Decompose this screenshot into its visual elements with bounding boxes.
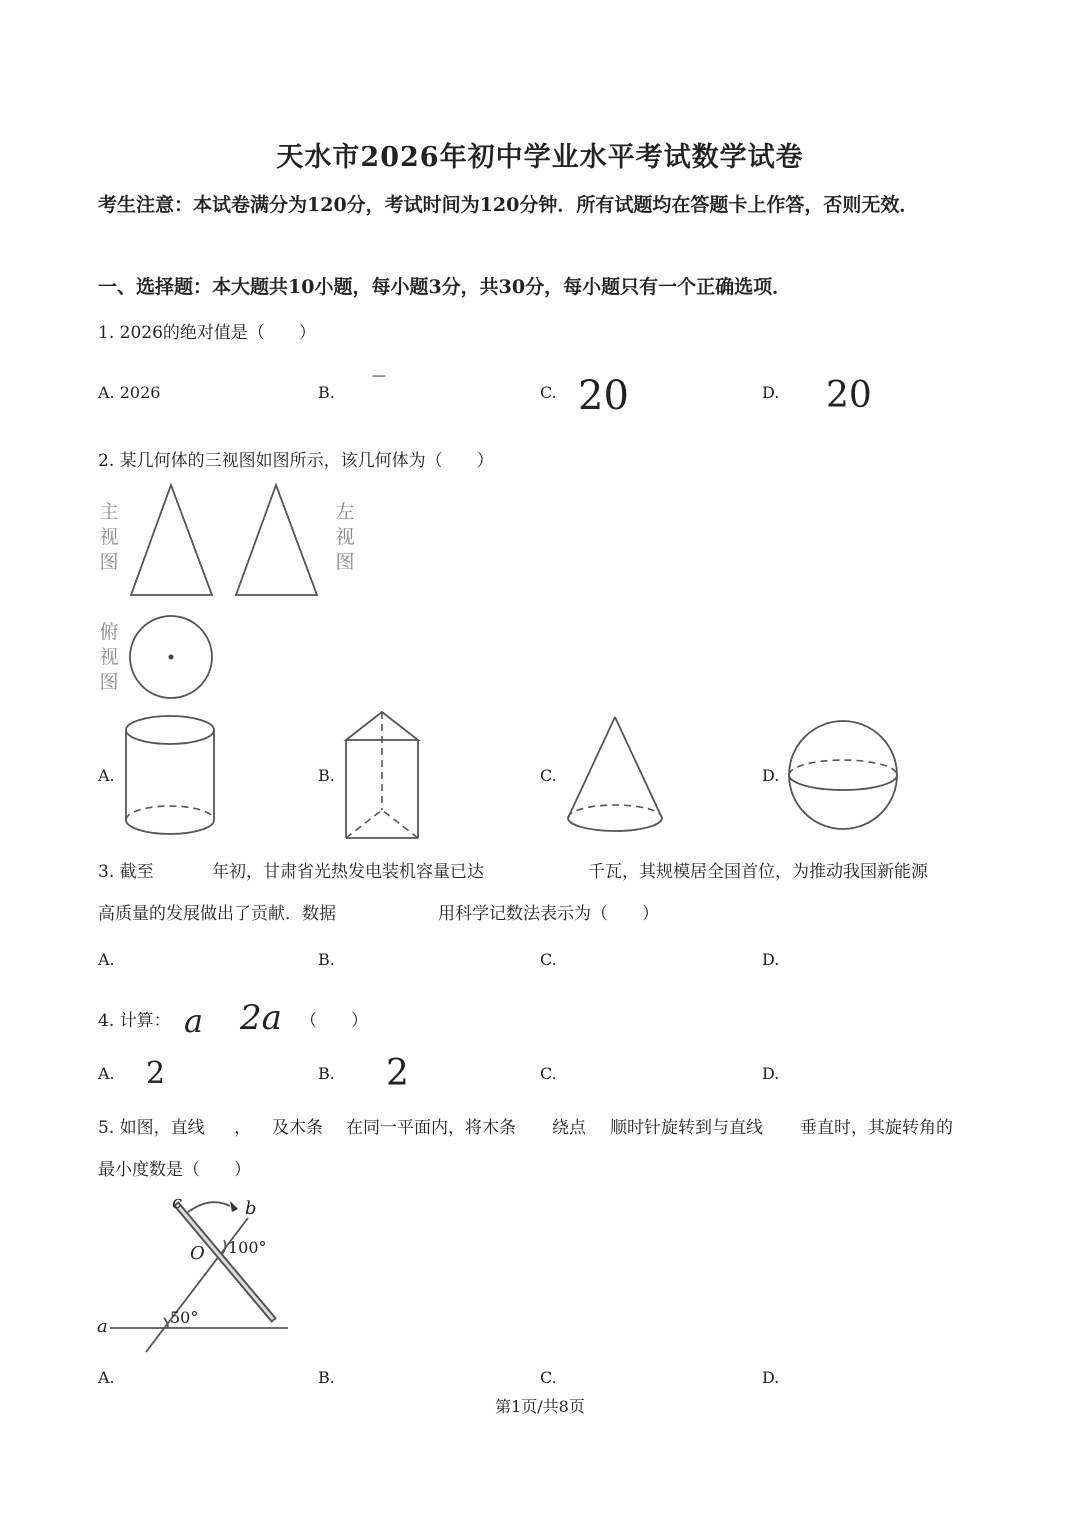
q4-expr-a: a	[184, 1002, 204, 1040]
page-title: 天水市2026年初中学业水平考试数学试卷	[276, 142, 804, 173]
q1-option-c-label: C.	[540, 383, 557, 402]
question-3-line1-a: 3. 截至	[98, 862, 154, 882]
question-5-line1-part2: ，	[234, 1118, 251, 1138]
label-b: b	[245, 1198, 257, 1219]
question-3-line2-b: 用科学记数法表示为（ ）	[438, 904, 659, 924]
left-view-label: 左视图	[335, 501, 355, 573]
option-letter: A.	[98, 383, 115, 402]
question-2-stem: 2. 某几何体的三视图如图所示，该几何体为（ ）	[98, 451, 494, 471]
q4-expr-b: 2a	[240, 998, 282, 1038]
q1-option-d-text: 20	[826, 375, 872, 416]
q1-option-b-text: —	[372, 368, 386, 384]
q2-option-b: B.	[318, 766, 335, 785]
q1-option-b-label: B.	[318, 383, 335, 402]
q3-option-c: C.	[540, 950, 557, 969]
question-5-line1-part7: 垂直时，其旋转角的	[800, 1118, 953, 1138]
question-5-line2: 最小度数是（ ）	[98, 1160, 251, 1180]
question-4-stem: 4. 计算：	[98, 1011, 171, 1031]
q4-answer-paren: （ ）	[300, 1011, 368, 1031]
page-number: 第1页/共8页	[495, 1397, 585, 1416]
q2-option-d: D.	[762, 766, 780, 785]
q4-option-c-label: C.	[540, 1064, 557, 1083]
q3-option-a: A.	[98, 950, 115, 969]
label-a: a	[97, 1316, 108, 1337]
rotation-arrow	[188, 1202, 230, 1212]
top-view-label: 俯视图	[99, 621, 119, 693]
q3-option-b: B.	[318, 950, 335, 969]
q3-option-d: D.	[762, 950, 780, 969]
q1-option-c-text: 20	[578, 373, 629, 419]
q4-option-a-text: 2	[146, 1056, 166, 1091]
q4-option-a-label: A.	[98, 1064, 115, 1083]
question-5-line1-part5: 绕点	[552, 1118, 586, 1138]
q2-option-c: C.	[540, 766, 557, 785]
q4-option-b-text: 2	[386, 1053, 409, 1094]
question-3-line2-a: 高质量的发展做出了贡献．数据	[98, 904, 336, 924]
question-3-line1-b: 年初，甘肃省光热发电装机容量已达	[212, 862, 484, 882]
front-view-label: 主视图	[99, 501, 119, 573]
exam-notice: 考生注意：本试卷满分为120分，考试时间为120分钟．所有试题均在答题卡上作答，否则无效．	[98, 194, 919, 216]
q4-option-d-label: D.	[762, 1064, 780, 1083]
label-c: c	[172, 1192, 183, 1213]
question-5-line1-part1: 5. 如图，直线	[98, 1118, 205, 1138]
question-5-line1-part3: 及木条	[272, 1118, 323, 1138]
q5-option-a: A.	[98, 1368, 115, 1387]
q4-option-b-label: B.	[318, 1064, 335, 1083]
q5-option-b: B.	[318, 1368, 335, 1387]
question-5-line1-part4: 在同一平面内，将木条	[346, 1118, 516, 1138]
question-3-line1-c: 千瓦，其规模居全国首位，为推动我国新能源	[588, 862, 928, 882]
q5-option-d: D.	[762, 1368, 780, 1387]
option-text: 2026	[119, 383, 161, 402]
q2-option-a: A.	[98, 766, 115, 785]
label-angle-50: 50°	[170, 1308, 199, 1327]
label-angle-100: 100°	[228, 1238, 267, 1257]
question-5-line1-part6: 顺时针旋转到与直线	[610, 1118, 763, 1138]
q5-option-c: C.	[540, 1368, 557, 1387]
label-o: O	[190, 1243, 205, 1264]
section-heading: 一、选择题：本大题共10小题，每小题3分，共30分，每小题只有一个正确选项．	[98, 276, 792, 298]
question-1-stem: 1. 2026的绝对值是（ ）	[98, 323, 316, 343]
q1-option-d-label: D.	[762, 383, 780, 402]
